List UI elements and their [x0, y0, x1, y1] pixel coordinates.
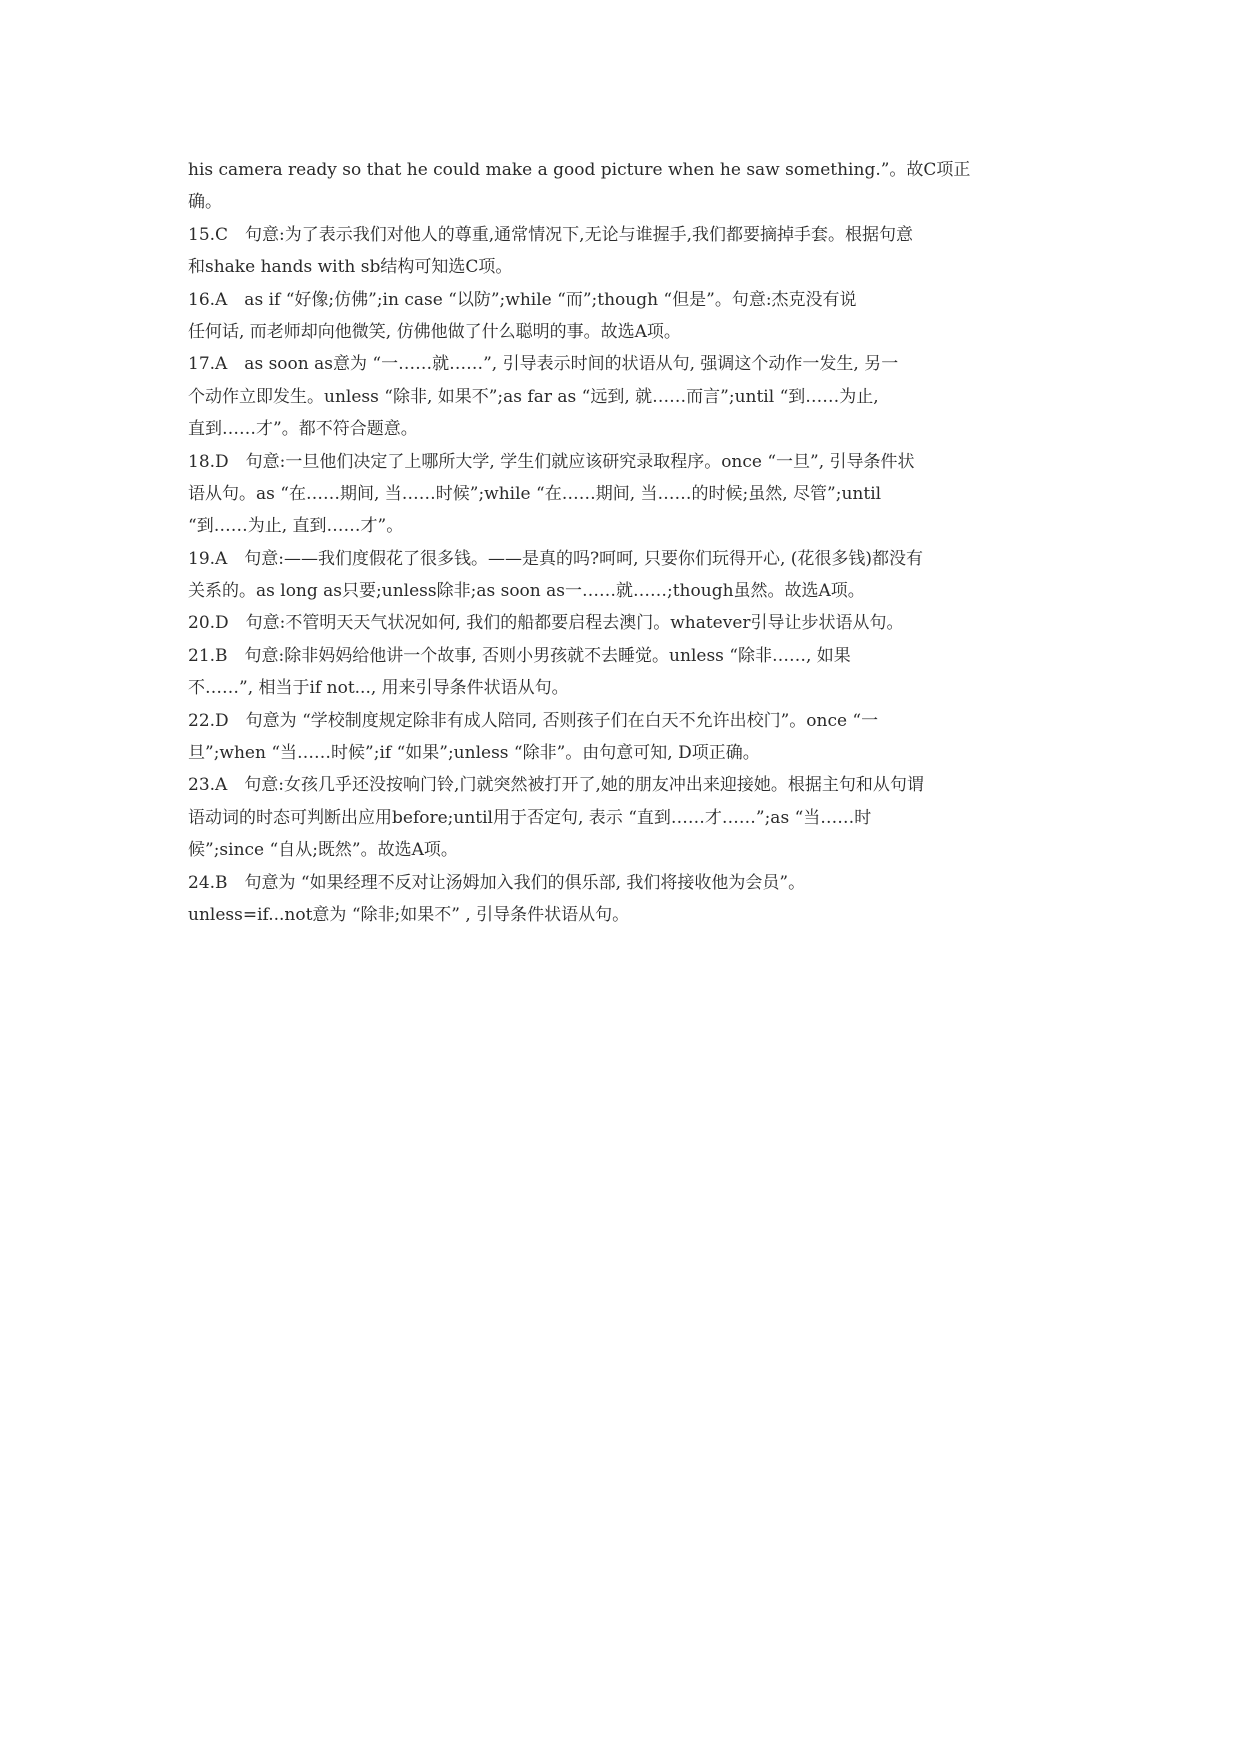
answer-24-line: 24.B 句意为 “如果经理不反对让汤姆加入我们的俱乐部, 我们将接收他为会员”。	[188, 872, 806, 893]
text-line: 不……”, 相当于if not..., 用来引导条件状语从句。	[188, 678, 569, 699]
answer-17-line: 17.A as soon as意为 “一……就……”, 引导表示时间的状语从句, 强调这个动作一发生, 另一	[188, 354, 899, 375]
text-line: 语动词的时态可判断出应用before;until用于否定句, 表示 “直到……才……”;as “当……时	[188, 807, 872, 828]
answer-15-line: 15.C 句意:为了表示我们对他人的尊重,通常情况下,无论与谁握手,我们都要摘掉手套。根据句意	[188, 224, 913, 245]
text-line: 确。	[188, 192, 222, 213]
answer-explanations	[188, 154, 1068, 931]
answer-18-line: 18.D 句意:一旦他们决定了上哪所大学, 学生们就应该研究录取程序。once “一旦”, 引导条件状	[188, 451, 915, 472]
answer-23-line: 23.A 句意:女孩几乎还没按响门铃,门就突然被打开了,她的朋友冲出来迎接她。根据主句和从句谓	[188, 775, 924, 796]
answer-19-line: 19.A 句意:——我们度假花了很多钱。——是真的吗?呵呵, 只要你们玩得开心, (花很多钱)都没有	[188, 548, 924, 569]
text-line: 旦”;when “当……时候”;if “如果”;unless “除非”。由句意可知, D项正确。	[188, 743, 760, 764]
answer-16-line: 16.A as if “好像;仿佛”;in case “以防”;while “而”;though “但是”。句意:杰克没有说	[188, 289, 857, 310]
text-line: 关系的。as long as只要;unless除非;as soon as一……就……;though虽然。故选A项。	[188, 581, 865, 602]
text-line: 语从句。as “在……期间, 当……时候”;while “在……期间, 当……的时候;虽然, 尽管”;until	[188, 483, 882, 504]
text-line: 候”;since “自从;既然”。故选A项。	[188, 840, 458, 861]
text-line: “到……为止, 直到……才”。	[188, 516, 404, 537]
text-line: unless=if...not意为 “除非;如果不” , 引导条件状语从句。	[188, 904, 630, 925]
text-line: 和shake hands with sb结构可知选C项。	[188, 257, 513, 278]
text-line: 任何话, 而老师却向他微笑, 仿佛他做了什么聪明的事。故选A项。	[188, 321, 681, 342]
answer-22-line: 22.D 句意为 “学校制度规定除非有成人陪同, 否则孩子们在白天不允许出校门”。once “一	[188, 710, 879, 731]
text-line: 个动作立即发生。unless “除非, 如果不”;as far as “远到, 就……而言”;until “到……为止,	[188, 386, 879, 407]
text-line: 直到……才”。都不符合题意。	[188, 419, 418, 440]
text-line: his camera ready so that he could make a good picture when he saw something.”。故C项正	[188, 160, 971, 180]
answer-21-line: 21.B 句意:除非妈妈给他讲一个故事, 否则小男孩就不去睡觉。unless “除非……, 如果	[188, 645, 851, 666]
answer-20-line: 20.D 句意:不管明天天气状况如何, 我们的船都要启程去澳门。whatever引导让步状语从句。	[188, 613, 904, 634]
